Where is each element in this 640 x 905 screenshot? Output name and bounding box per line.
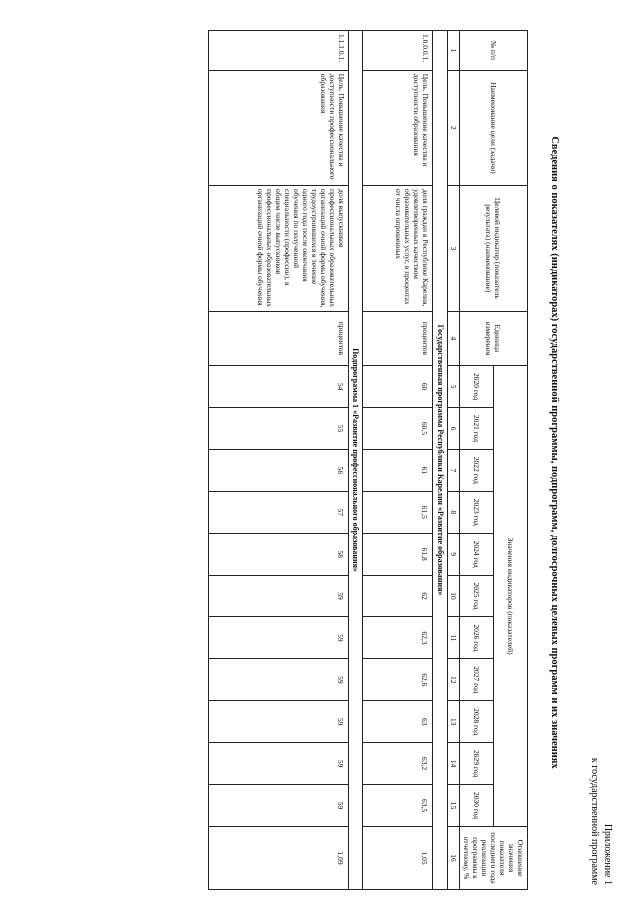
row-number: 1.0.0.0.1. <box>363 31 433 71</box>
header-year: 2027 год <box>460 659 494 701</box>
row-value: 59 <box>208 659 348 701</box>
header-year: 2023 год <box>460 491 494 533</box>
row-unit: процентов <box>208 311 348 365</box>
row-unit: процентов <box>363 311 433 365</box>
row-value: 56 <box>208 449 348 491</box>
row-value: 59 <box>208 785 348 827</box>
row-ratio: 1,09 <box>208 827 348 890</box>
column-number: 13 <box>448 701 460 743</box>
table-row <box>208 31 348 890</box>
column-number: 14 <box>448 743 460 785</box>
column-number: 5 <box>448 366 460 408</box>
row-value: 62,6 <box>363 659 433 701</box>
row-indicator: доля выпускников профессиональных образовательных организаций очной формы обучения, трудоустроившихся в течение одного года после окончания обучения по полученной специальности (профессии), в общем числе выпускников профессиональных образовательных организаций очной формы обучения <box>208 186 348 312</box>
header-goal: Наименование цели (задачи) <box>460 70 528 185</box>
row-value: 60,5 <box>363 408 433 450</box>
column-number-row <box>448 31 460 890</box>
table-row <box>363 31 433 890</box>
column-number: 16 <box>448 827 460 890</box>
row-indicator: доля граждан в Республике Карелия, удовлетворенных качеством образовательных услуг, в процентах от числа опрошенных <box>363 186 433 312</box>
row-ratio: 1,05 <box>363 827 433 890</box>
row-value: 63 <box>363 701 433 743</box>
header-year: 2030 год <box>460 785 494 827</box>
header-year: 2025 год <box>460 575 494 617</box>
row-value: 59 <box>208 743 348 785</box>
header-year: 2026 год <box>460 617 494 659</box>
row-value: 58 <box>208 533 348 575</box>
header-year: 2020 год <box>460 366 494 408</box>
appendix-note <box>588 758 614 885</box>
column-number: 6 <box>448 408 460 450</box>
section-subprogram-title: Подпрограмма 1 «Развитие профессионального образования» <box>348 31 363 890</box>
column-number: 8 <box>448 491 460 533</box>
row-value: 63,5 <box>363 785 433 827</box>
row-value: 61 <box>363 449 433 491</box>
header-row-1 <box>494 31 528 890</box>
indicators-table <box>208 30 528 890</box>
header-values-group: Значения индикаторов (показателей) <box>494 366 528 827</box>
row-value: 55 <box>208 408 348 450</box>
row-number: 1.1.1.0.1. <box>208 31 348 71</box>
document-title: Сведения о показателях (индикаторах) государственной программы, подпрограмм, долгосрочных целевых программ и их значениях <box>549 136 560 769</box>
section-program <box>433 31 448 890</box>
appendix-line1: Приложение 1 <box>602 823 613 885</box>
appendix-line2: к государственной программе <box>589 757 600 885</box>
row-value: 61,8 <box>363 533 433 575</box>
row-goal: Цель. Повышение качества и доступности образования <box>363 70 433 185</box>
header-indicator: Целевой индикатор (показатель результата) (наименование) <box>460 186 528 312</box>
row-value: 59 <box>208 617 348 659</box>
row-value: 61,5 <box>363 491 433 533</box>
row-value: 63,2 <box>363 743 433 785</box>
section-subprogram <box>348 31 363 890</box>
column-number: 12 <box>448 659 460 701</box>
row-value: 59 <box>208 575 348 617</box>
header-year: 2029 год <box>460 743 494 785</box>
header-num: № п/п <box>460 31 528 71</box>
row-value: 59 <box>208 701 348 743</box>
row-value: 57 <box>208 491 348 533</box>
column-number: 15 <box>448 785 460 827</box>
column-number: 3 <box>448 186 460 312</box>
row-goal: Цель. Повышение качества и доступности профессионального образования <box>208 70 348 185</box>
row-value: 54 <box>208 366 348 408</box>
header-unit: Единица измерения <box>460 311 528 365</box>
header-year: 2021 год <box>460 408 494 450</box>
header-ratio: Отношение значения показателя последнего года реализации программы к отчетному, % <box>460 827 528 890</box>
column-number: 1 <box>448 31 460 71</box>
column-number: 9 <box>448 533 460 575</box>
column-number: 2 <box>448 70 460 185</box>
column-number: 10 <box>448 575 460 617</box>
column-number: 4 <box>448 311 460 365</box>
column-number: 11 <box>448 617 460 659</box>
row-value: 60 <box>363 366 433 408</box>
header-year: 2024 год <box>460 533 494 575</box>
header-year: 2022 год <box>460 449 494 491</box>
header-year: 2028 год <box>460 701 494 743</box>
row-value: 62 <box>363 575 433 617</box>
section-program-title: Государственная программа Республики Карелия «Развитие образования» <box>433 31 448 890</box>
column-number: 7 <box>448 449 460 491</box>
row-value: 62,3 <box>363 617 433 659</box>
